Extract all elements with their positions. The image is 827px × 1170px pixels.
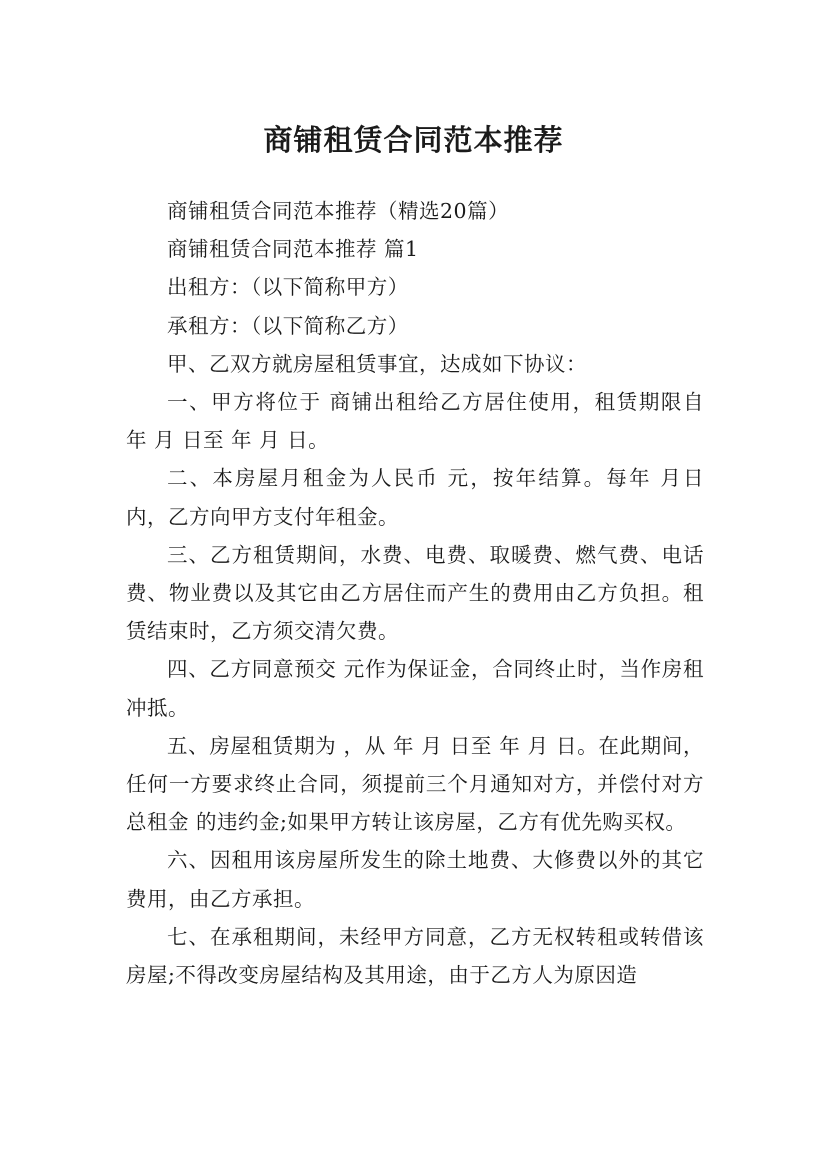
document-title: 商铺租赁合同范本推荐 <box>263 123 564 158</box>
clause-6: 六、因租用该房屋所发生的除土地费、大修费以外的其它费用，由乙方承担。 <box>126 848 704 911</box>
clause-2: 二、本房屋月租金为人民币 元，按年结算。每年 月日内，乙方向甲方支付年租金。 <box>126 466 704 529</box>
lessor-line: 出租方：（以下简称甲方） <box>167 275 409 300</box>
clause-4: 四、乙方同意预交 元作为保证金，合同终止时，当作房租冲抵。 <box>126 657 704 720</box>
agreement-intro: 甲、乙双方就房屋租赁事宜，达成如下协议： <box>167 351 587 376</box>
clause-3: 三、乙方租赁期间，水费、电费、取暖费、燃气费、电话费、物业费以及其它由乙方居住而产生的费用由乙方负担。租赁结束时，乙方须交清欠费。 <box>126 542 704 644</box>
doc-subtitle: 商铺租赁合同范本推荐（精选20篇） <box>167 199 510 223</box>
clause-7: 七、在承租期间，未经甲方同意，乙方无权转租或转借该房屋;不得改变房屋结构及其用途，由于乙方人为原因造 <box>126 924 704 988</box>
section-heading: 商铺租赁合同范本推荐 篇1 <box>167 237 419 262</box>
clause-5: 五、房屋租赁期为 ，从 年 月 日至 年 月 日。在此期间，任何一方要求终止合同，须提前三个月通知对方，并偿付对方总租金 的违约金;如果甲方转让该房屋，乙方有优先购买权。 <box>126 733 704 835</box>
lessee-line: 承租方：（以下简称乙方） <box>167 313 409 338</box>
clause-1: 一、甲方将位于 商铺出租给乙方居住使用，租赁期限自 年 月 日至 年 月 日。 <box>126 390 712 453</box>
document-body <box>126 192 712 994</box>
